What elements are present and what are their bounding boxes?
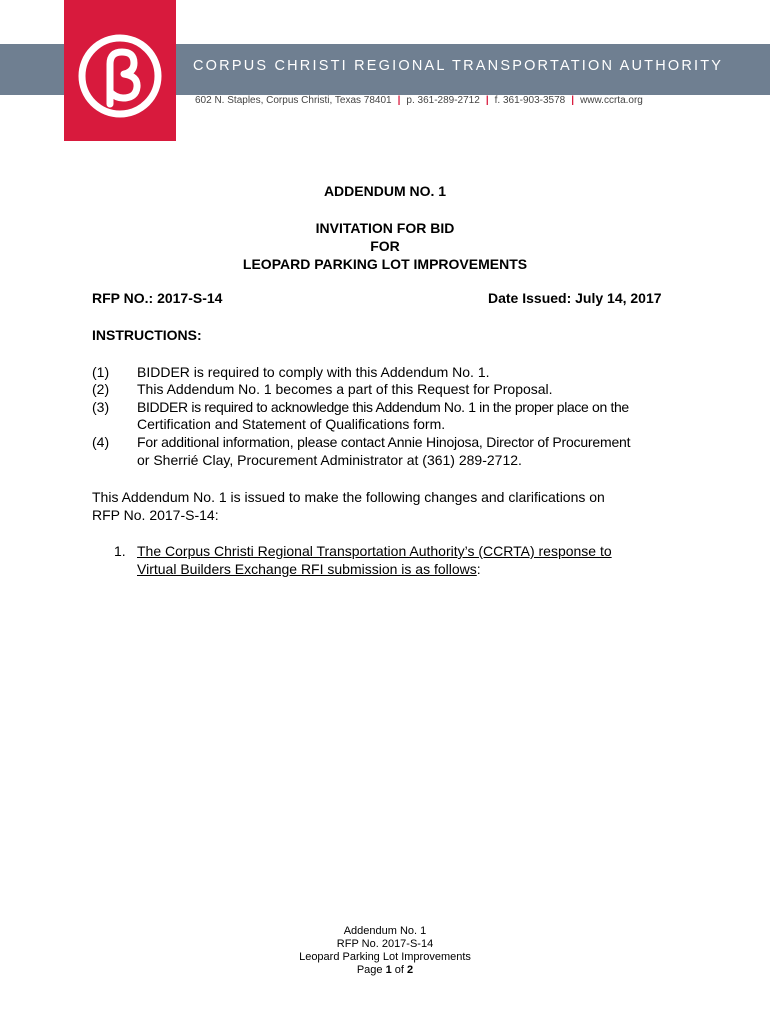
- instruction-text: BIDDER is required to comply with this Addendum No. 1.: [137, 364, 490, 380]
- item-heading-text: Virtual Builders Exchange RFI submission is as follows: [137, 561, 477, 577]
- instructions-heading: INSTRUCTIONS:: [92, 327, 202, 343]
- instruction-text: For additional information, please contact Annie Hinojosa, Director of Procurement: [137, 434, 631, 450]
- addendum-title: ADDENDUM NO. 1: [323, 183, 447, 199]
- address: 602 N. Staples, Corpus Christi, Texas 78401: [195, 95, 392, 106]
- instruction-text: or Sherrié Clay, Procurement Administrator at (361) 289-2712.: [137, 452, 522, 468]
- item-heading-colon: :: [476, 561, 481, 577]
- page-number: [0, 964, 770, 976]
- item-number: 1.: [114, 543, 126, 559]
- org-name: CORPUS CHRISTI REGIONAL TRANSPORTATION AUTHORITY: [193, 58, 724, 74]
- rfp-number: RFP NO.: 2017-S-14: [92, 290, 223, 306]
- separator: |: [571, 95, 575, 106]
- separator: |: [485, 95, 489, 106]
- intro-line: RFP No. 2017-S-14:: [92, 507, 219, 523]
- fax: f. 361-903-3578: [494, 95, 566, 106]
- instruction-text: Certification and Statement of Qualifications form.: [137, 416, 446, 432]
- footer-line: Addendum No. 1: [343, 925, 427, 937]
- page-total: 2: [407, 964, 414, 976]
- instruction-text: This Addendum No. 1 becomes a part of this Request for Proposal.: [137, 381, 553, 397]
- instruction-number: (3): [92, 399, 110, 415]
- logo: [64, 0, 176, 141]
- intro-line: This Addendum No. 1 is issued to make the following changes and clarifications on: [92, 489, 605, 505]
- page-current: 1: [385, 964, 392, 976]
- instruction-number: (1): [92, 364, 110, 380]
- page-of: of: [394, 964, 404, 976]
- instruction-number: (2): [92, 381, 110, 397]
- footer-line: Leopard Parking Lot Improvements: [299, 951, 471, 963]
- beta-logo-icon: [74, 30, 166, 122]
- instruction-text: BIDDER is required to acknowledge this Addendum No. 1 in the proper place on the: [137, 399, 629, 415]
- invitation-line1: INVITATION FOR BID: [315, 220, 455, 236]
- instruction-number: (4): [92, 434, 110, 450]
- phone: p. 361-289-2712: [406, 95, 480, 106]
- invitation-line2: FOR: [370, 238, 400, 254]
- contact-line: [195, 95, 755, 106]
- website-link[interactable]: www.ccrta.org: [580, 95, 643, 106]
- item-heading-line: The Corpus Christi Regional Transportation Authority’s (CCRTA) response to: [137, 543, 612, 559]
- footer-line: RFP No. 2017-S-14: [336, 938, 434, 950]
- date-issued: Date Issued: July 14, 2017: [488, 290, 662, 306]
- invitation-line3: LEOPARD PARKING LOT IMPROVEMENTS: [242, 256, 528, 272]
- separator: |: [397, 95, 401, 106]
- page-word: Page: [356, 964, 383, 976]
- item-heading-line: [137, 561, 481, 577]
